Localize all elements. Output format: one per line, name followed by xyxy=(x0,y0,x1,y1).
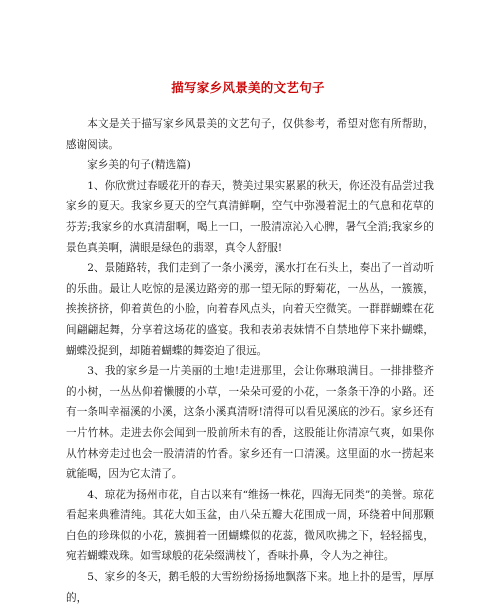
paragraph-1: 1、你欣赏过春暖花开的春天，赞美过果实累累的秋天，你还没有品尝过我家乡的夏天。我家乡夏天的空气真清鲜啊，空气中弥漫着泥土的气息和花草的芬芳;我家乡的水真清甜啊，喝上一口，一股清凉沁入心脾，暑气全消;我家乡的景色真美啊，满眼是绿色的翡翠，真令人舒服! xyxy=(66,179,434,254)
paragraph-2: 2、景随路转，我们走到了一条小溪旁，溪水打在石头上，奏出了一首动听的乐曲。最让人吃惊的是溪边路旁的那一望无际的野菊花，一丛丛，一簇簇，挨挨挤挤，仰着黄色的小脸，向着春风点头，向着天空微笑。一群群蝴蝶在花间翩翩起舞，分享着这场花的盛宴。我和表弟表妹情不自禁地停下来扑蝴蝶，蝴蝶没捉到，却随着蝴蝶的舞姿迫了很远。 xyxy=(66,262,434,357)
intro-paragraph: 本文是关于描写家乡风景美的文艺句子，仅供参考，希望对您有所帮助，感谢阅读。 xyxy=(66,118,434,151)
section-heading: 家乡美的句子(精选篇) xyxy=(87,159,191,172)
paragraph-4: 4、琼花为扬州市花，自古以来有“维扬一株花，四海无同类”的美誉。琼花看起来典雅清纯。其花大如玉盆，由八朵五瓣大花围成一周，环绕着中间那颗白色的珍珠似的小花，簇拥着一团蝴蝶似的花蕊，微风吹拂之下，轻轻摇曳，宛若蝴蝶戏珠。如雪球般的花朵缀满枝丫，香味扑鼻，令人为之神往。 xyxy=(66,488,434,563)
paragraph-3: 3、我的家乡是一片美丽的土地!走进那里，会让你琳琅满目。一排排整齐的小树，一丛丛仰着懒腰的小草，一朵朵可爱的小花，一条条干净的小路。还有一条叫幸福溪的小溪，这条小溪真清呀!清得可以看见溪底的沙石。家乡还有一片竹林。走进去你会闻到一股前所未有的香，这股能让你清凉气爽，如果你从竹林旁走过也会一股清清的竹香。家乡还有一口清溪。这里面的水一捞起来就能喝，因为它太清了。 xyxy=(66,365,434,481)
paragraph-5: 5、家乡的冬天，鹅毛般的大雪纷纷扬扬地飘落下来。地上扑的是雪，厚厚的， xyxy=(66,571,434,604)
document-body xyxy=(66,114,434,608)
document-title: 描写家乡风景美的文艺句子 xyxy=(171,80,325,95)
